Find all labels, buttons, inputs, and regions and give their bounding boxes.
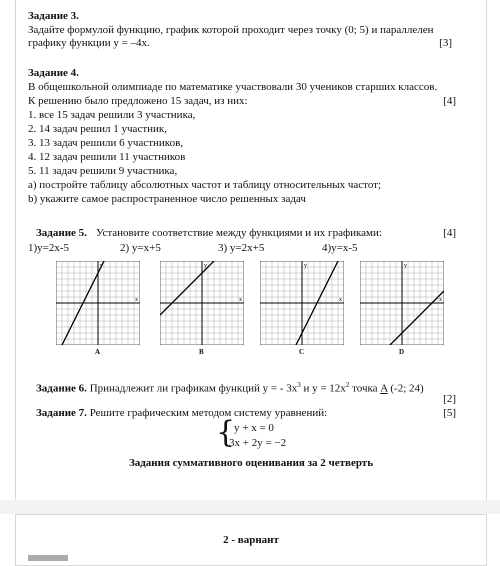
task7-text: Решите графическим методом систему уравнений: xyxy=(89,407,328,419)
task6-title: Задание 6. xyxy=(36,382,87,395)
task5-score: [4] xyxy=(443,227,456,239)
task4-text-line1: В общешкольной олимпиаде по математике участвовали 30 учеников старших классов. xyxy=(28,81,438,93)
graph-c xyxy=(260,261,344,345)
graph-a-label: A xyxy=(95,348,101,356)
task5-text: Установите соответствие между функциями и их графиками: xyxy=(96,227,382,239)
page-gap xyxy=(0,500,500,514)
cropped-text-fragment xyxy=(28,555,68,561)
x-axis-label: x xyxy=(339,297,342,303)
system-brace: { xyxy=(216,415,236,450)
y-axis-label: y xyxy=(204,263,207,269)
task6-line xyxy=(36,379,424,396)
worksheet-page-2 xyxy=(15,514,487,566)
task5-function-3: 3) y=2x+5 xyxy=(218,242,265,254)
task6-text-pre: Принадлежит ли графикам функций y = - 3x xyxy=(89,382,298,395)
task6-point-coords: (-2; 24) xyxy=(387,382,424,395)
task7-line xyxy=(36,407,327,420)
task6-text-mid: и y = 12x xyxy=(300,382,346,395)
variant-heading: 2 - варнант xyxy=(223,534,279,546)
task4-title: Задание 4. xyxy=(28,67,79,79)
x-axis-label: x xyxy=(135,297,138,303)
x-axis-label: x xyxy=(439,297,442,303)
task4-score: [4] xyxy=(443,95,456,107)
graph-b-label: B xyxy=(199,348,204,356)
task7-score: [5] xyxy=(443,407,456,419)
task6-exponent-2: 2 xyxy=(345,381,350,389)
task5-function-2: 2) y=x+5 xyxy=(120,242,161,254)
y-axis-label: y xyxy=(404,263,407,269)
system-equation-1: y + x = 0 xyxy=(234,422,274,434)
task5-function-1: 1)y=2x-5 xyxy=(28,242,70,254)
graph-a xyxy=(56,261,140,345)
task3-text-line2: графику функции y = –4x. xyxy=(28,37,150,49)
y-axis-label: y xyxy=(304,263,307,269)
graph-d xyxy=(360,261,444,345)
task3-title: Задание 3. xyxy=(28,10,79,22)
task4-item-5: 5. 11 задач решили 9 участника, xyxy=(28,165,178,177)
task3-score: [3] xyxy=(439,37,452,49)
section-heading: Задания суммативного оценивания за 2 четверть xyxy=(128,457,374,469)
task4-item-1: 1. все 15 задач решили 3 участника, xyxy=(28,109,196,121)
system-equation-2: 3x + 2y = −2 xyxy=(229,437,287,449)
x-axis-label: x xyxy=(239,297,242,303)
task5-function-4: 4)y=x-5 xyxy=(322,242,358,254)
graph-c-label: C xyxy=(299,348,305,356)
task4-text-line2: К решению было предложено 15 задач, из них: xyxy=(28,95,248,107)
task6-text-post: точка xyxy=(349,382,381,395)
worksheet-page-1 xyxy=(15,0,487,501)
task5-title: Задание 5. xyxy=(36,227,87,239)
task7-title: Задание 7. xyxy=(36,407,87,419)
task6-point-name: A xyxy=(380,382,388,395)
graph-b xyxy=(160,261,244,345)
task4-item-3: 3. 13 задач решили 6 участников, xyxy=(28,137,184,149)
task4-item-4: 4. 12 задач решили 11 участников xyxy=(28,151,186,163)
task6-score: [2] xyxy=(443,393,456,405)
task4-item-2: 2. 14 задач решил 1 участник, xyxy=(28,123,167,135)
graph-d-label: D xyxy=(399,348,405,356)
task6-exponent-1: 3 xyxy=(297,381,301,389)
task3-text-line1: Задайте формулой функцию, график которой проходит через точку (0; 5) и параллелен xyxy=(28,24,434,36)
task4-part-a: а) постройте таблицу абсолютных частот и таблицу относительных частот; xyxy=(28,179,382,191)
task4-part-b: b) укажите самое распространенное число решенных задач xyxy=(28,193,306,205)
equation-system xyxy=(216,415,336,452)
